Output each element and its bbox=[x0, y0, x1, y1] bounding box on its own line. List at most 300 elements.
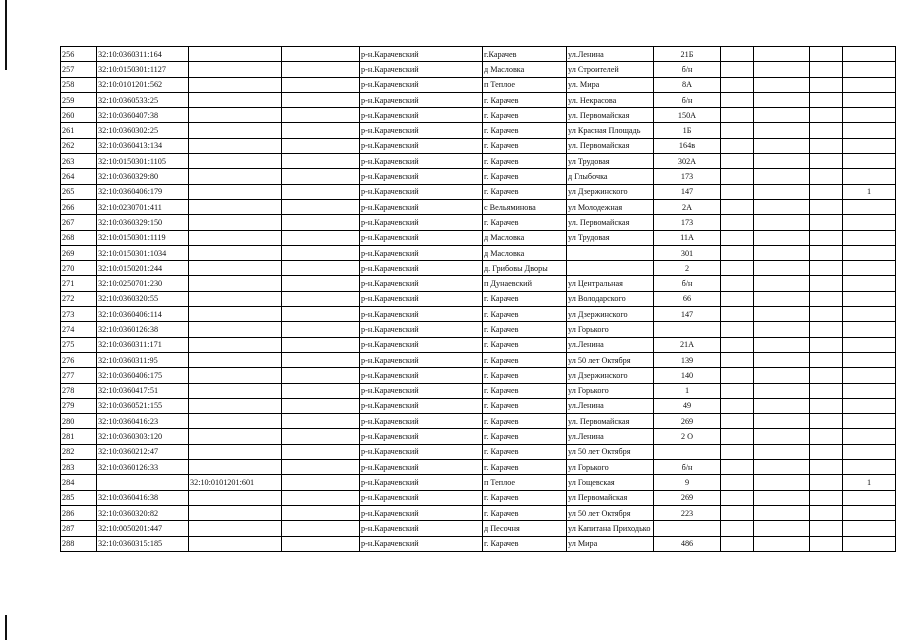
empty-cell bbox=[721, 521, 754, 536]
table-row bbox=[61, 521, 896, 536]
locality: г. Карачев bbox=[483, 307, 567, 322]
empty-cell bbox=[754, 261, 810, 276]
locality: г. Карачев bbox=[483, 414, 567, 429]
cadastral-number: 32:10:0360413:134 bbox=[97, 138, 189, 153]
empty-cell bbox=[282, 505, 360, 520]
cadastral-number-alt bbox=[189, 460, 282, 475]
table-row bbox=[61, 261, 896, 276]
row-number: 287 bbox=[61, 521, 97, 536]
empty-cell bbox=[754, 521, 810, 536]
street: ул Трудовая bbox=[567, 154, 654, 169]
house-number: 1Б bbox=[654, 123, 721, 138]
flag-value bbox=[843, 414, 896, 429]
flag-value bbox=[843, 276, 896, 291]
cadastral-number-alt bbox=[189, 62, 282, 77]
cadastral-number: 32:10:0150301:1034 bbox=[97, 245, 189, 260]
flag-value bbox=[843, 505, 896, 520]
cadastral-number-alt bbox=[189, 291, 282, 306]
flag-value bbox=[843, 368, 896, 383]
empty-cell bbox=[282, 123, 360, 138]
empty-cell bbox=[754, 291, 810, 306]
row-number: 270 bbox=[61, 261, 97, 276]
empty-cell bbox=[754, 184, 810, 199]
property-registry-table bbox=[60, 46, 896, 552]
empty-cell bbox=[282, 138, 360, 153]
row-number: 262 bbox=[61, 138, 97, 153]
row-number: 274 bbox=[61, 322, 97, 337]
empty-cell bbox=[282, 230, 360, 245]
empty-cell bbox=[810, 414, 843, 429]
table-row bbox=[61, 414, 896, 429]
street: ул Трудовая bbox=[567, 230, 654, 245]
district: р-н.Карачевский bbox=[360, 398, 483, 413]
empty-cell bbox=[810, 460, 843, 475]
cadastral-number-alt bbox=[189, 245, 282, 260]
house-number: 66 bbox=[654, 291, 721, 306]
empty-cell bbox=[721, 475, 754, 490]
street: ул.Ленина bbox=[567, 429, 654, 444]
district: р-н.Карачевский bbox=[360, 475, 483, 490]
empty-cell bbox=[754, 47, 810, 62]
house-number: 21Б bbox=[654, 47, 721, 62]
cadastral-number: 32:10:0360320:55 bbox=[97, 291, 189, 306]
empty-cell bbox=[810, 138, 843, 153]
empty-cell bbox=[282, 352, 360, 367]
empty-cell bbox=[721, 383, 754, 398]
cadastral-number-alt bbox=[189, 276, 282, 291]
empty-cell bbox=[282, 398, 360, 413]
house-number: 302А bbox=[654, 154, 721, 169]
row-number: 284 bbox=[61, 475, 97, 490]
district: р-н.Карачевский bbox=[360, 322, 483, 337]
flag-value bbox=[843, 521, 896, 536]
district: р-н.Карачевский bbox=[360, 352, 483, 367]
district: р-н.Карачевский bbox=[360, 230, 483, 245]
empty-cell bbox=[754, 307, 810, 322]
cadastral-number: 32:10:0360406:114 bbox=[97, 307, 189, 322]
empty-cell bbox=[721, 291, 754, 306]
row-number: 269 bbox=[61, 245, 97, 260]
street: ул. Некрасова bbox=[567, 92, 654, 107]
table-row bbox=[61, 398, 896, 413]
locality: п Дунаевский bbox=[483, 276, 567, 291]
empty-cell bbox=[721, 307, 754, 322]
empty-cell bbox=[754, 245, 810, 260]
locality: г. Карачев bbox=[483, 460, 567, 475]
cadastral-number: 32:10:0150301:1105 bbox=[97, 154, 189, 169]
cadastral-number: 32:10:0360416:38 bbox=[97, 490, 189, 505]
table-row bbox=[61, 92, 896, 107]
cadastral-number: 32:10:0360521:155 bbox=[97, 398, 189, 413]
street: ул.Ленина bbox=[567, 398, 654, 413]
cadastral-number-alt bbox=[189, 444, 282, 459]
flag-value bbox=[843, 490, 896, 505]
empty-cell bbox=[721, 536, 754, 551]
locality: д. Грибовы Дворы bbox=[483, 261, 567, 276]
empty-cell bbox=[754, 352, 810, 367]
house-number: 301 bbox=[654, 245, 721, 260]
street: ул.Ленина bbox=[567, 47, 654, 62]
locality: г. Карачев bbox=[483, 322, 567, 337]
empty-cell bbox=[754, 123, 810, 138]
empty-cell bbox=[810, 398, 843, 413]
table-row bbox=[61, 460, 896, 475]
table-row bbox=[61, 47, 896, 62]
table-row bbox=[61, 108, 896, 123]
house-number: 2 О bbox=[654, 429, 721, 444]
empty-cell bbox=[721, 429, 754, 444]
house-number: 147 bbox=[654, 184, 721, 199]
cadastral-number-alt bbox=[189, 368, 282, 383]
table-row bbox=[61, 536, 896, 551]
row-number: 279 bbox=[61, 398, 97, 413]
cadastral-number: 32:10:0150301:1119 bbox=[97, 230, 189, 245]
locality: д Масловка bbox=[483, 230, 567, 245]
empty-cell bbox=[754, 62, 810, 77]
house-number: 223 bbox=[654, 505, 721, 520]
empty-cell bbox=[810, 92, 843, 107]
empty-cell bbox=[282, 169, 360, 184]
cadastral-number-alt bbox=[189, 138, 282, 153]
house-number: 9 bbox=[654, 475, 721, 490]
house-number: 486 bbox=[654, 536, 721, 551]
street: ул. Мира bbox=[567, 77, 654, 92]
row-number: 275 bbox=[61, 337, 97, 352]
row-number: 260 bbox=[61, 108, 97, 123]
cadastral-number-alt bbox=[189, 490, 282, 505]
table-row bbox=[61, 475, 896, 490]
cadastral-number-alt bbox=[189, 398, 282, 413]
table-row bbox=[61, 77, 896, 92]
cadastral-number-alt: 32:10:0101201:601 bbox=[189, 475, 282, 490]
district: р-н.Карачевский bbox=[360, 123, 483, 138]
row-number: 266 bbox=[61, 199, 97, 214]
empty-cell bbox=[282, 460, 360, 475]
empty-cell bbox=[282, 444, 360, 459]
cadastral-number-alt bbox=[189, 108, 282, 123]
cadastral-number: 32:10:0360311:171 bbox=[97, 337, 189, 352]
flag-value bbox=[843, 429, 896, 444]
street: ул Горького bbox=[567, 460, 654, 475]
cadastral-number: 32:10:0360406:175 bbox=[97, 368, 189, 383]
house-number: 147 bbox=[654, 307, 721, 322]
cadastral-number-alt bbox=[189, 184, 282, 199]
empty-cell bbox=[282, 77, 360, 92]
empty-cell bbox=[810, 276, 843, 291]
cadastral-number-alt bbox=[189, 337, 282, 352]
flag-value bbox=[843, 322, 896, 337]
house-number: 139 bbox=[654, 352, 721, 367]
flag-value bbox=[843, 352, 896, 367]
flag-value bbox=[843, 291, 896, 306]
empty-cell bbox=[721, 245, 754, 260]
district: р-н.Карачевский bbox=[360, 77, 483, 92]
empty-cell bbox=[721, 77, 754, 92]
table-row bbox=[61, 138, 896, 153]
locality: г. Карачев bbox=[483, 429, 567, 444]
cadastral-number-alt bbox=[189, 505, 282, 520]
row-number: 281 bbox=[61, 429, 97, 444]
cadastral-number bbox=[97, 475, 189, 490]
empty-cell bbox=[810, 307, 843, 322]
empty-cell bbox=[282, 47, 360, 62]
locality: п Теплое bbox=[483, 77, 567, 92]
empty-cell bbox=[754, 230, 810, 245]
empty-cell bbox=[810, 490, 843, 505]
locality: г.Карачев bbox=[483, 47, 567, 62]
district: р-н.Карачевский bbox=[360, 490, 483, 505]
street: ул. Первомайская bbox=[567, 138, 654, 153]
table-row bbox=[61, 62, 896, 77]
empty-cell bbox=[282, 291, 360, 306]
locality: г. Карачев bbox=[483, 536, 567, 551]
locality: с Вельяминова bbox=[483, 199, 567, 214]
locality: г. Карачев bbox=[483, 398, 567, 413]
empty-cell bbox=[721, 322, 754, 337]
cadastral-number: 32:10:0230701:411 bbox=[97, 199, 189, 214]
empty-cell bbox=[754, 108, 810, 123]
house-number: 8А bbox=[654, 77, 721, 92]
locality: г. Карачев bbox=[483, 291, 567, 306]
flag-value: 1 bbox=[843, 475, 896, 490]
district: р-н.Карачевский bbox=[360, 276, 483, 291]
cadastral-number-alt bbox=[189, 521, 282, 536]
street: ул Гощевская bbox=[567, 475, 654, 490]
table-row bbox=[61, 199, 896, 214]
flag-value bbox=[843, 47, 896, 62]
street: ул.Ленина bbox=[567, 337, 654, 352]
table-row bbox=[61, 245, 896, 260]
cadastral-number: 32:10:0360417:51 bbox=[97, 383, 189, 398]
empty-cell bbox=[754, 536, 810, 551]
scan-edge-mark-top bbox=[5, 0, 7, 70]
registry-table-body bbox=[61, 47, 896, 552]
locality: г. Карачев bbox=[483, 505, 567, 520]
table-row bbox=[61, 276, 896, 291]
cadastral-number-alt bbox=[189, 414, 282, 429]
empty-cell bbox=[282, 245, 360, 260]
empty-cell bbox=[810, 154, 843, 169]
empty-cell bbox=[282, 62, 360, 77]
street: ул 50 лет Октября bbox=[567, 444, 654, 459]
empty-cell bbox=[810, 291, 843, 306]
table-row bbox=[61, 444, 896, 459]
table-row bbox=[61, 230, 896, 245]
house-number: б/н bbox=[654, 62, 721, 77]
empty-cell bbox=[754, 414, 810, 429]
cadastral-number-alt bbox=[189, 92, 282, 107]
locality: г. Карачев bbox=[483, 92, 567, 107]
district: р-н.Карачевский bbox=[360, 215, 483, 230]
cadastral-number: 32:10:0360126:38 bbox=[97, 322, 189, 337]
table-row bbox=[61, 368, 896, 383]
empty-cell bbox=[810, 337, 843, 352]
house-number: 269 bbox=[654, 490, 721, 505]
cadastral-number: 32:10:0250701:230 bbox=[97, 276, 189, 291]
empty-cell bbox=[810, 429, 843, 444]
cadastral-number: 32:10:0050201:447 bbox=[97, 521, 189, 536]
district: р-н.Карачевский bbox=[360, 337, 483, 352]
locality: г. Карачев bbox=[483, 368, 567, 383]
empty-cell bbox=[721, 215, 754, 230]
locality: г. Карачев bbox=[483, 184, 567, 199]
flag-value bbox=[843, 77, 896, 92]
row-number: 273 bbox=[61, 307, 97, 322]
flag-value bbox=[843, 138, 896, 153]
empty-cell bbox=[282, 414, 360, 429]
district: р-н.Карачевский bbox=[360, 169, 483, 184]
district: р-н.Карачевский bbox=[360, 62, 483, 77]
empty-cell bbox=[754, 444, 810, 459]
street: ул Горького bbox=[567, 322, 654, 337]
street: д Глыбочка bbox=[567, 169, 654, 184]
cadastral-number-alt bbox=[189, 154, 282, 169]
street bbox=[567, 245, 654, 260]
flag-value bbox=[843, 230, 896, 245]
empty-cell bbox=[810, 383, 843, 398]
empty-cell bbox=[282, 108, 360, 123]
empty-cell bbox=[282, 322, 360, 337]
locality: г. Карачев bbox=[483, 169, 567, 184]
locality: г. Карачев bbox=[483, 123, 567, 138]
empty-cell bbox=[754, 92, 810, 107]
cadastral-number-alt bbox=[189, 77, 282, 92]
district: р-н.Карачевский bbox=[360, 108, 483, 123]
empty-cell bbox=[721, 337, 754, 352]
district: р-н.Карачевский bbox=[360, 536, 483, 551]
district: р-н.Карачевский bbox=[360, 291, 483, 306]
cadastral-number: 32:10:0360329:150 bbox=[97, 215, 189, 230]
table-row bbox=[61, 352, 896, 367]
cadastral-number-alt bbox=[189, 169, 282, 184]
empty-cell bbox=[754, 383, 810, 398]
table-row bbox=[61, 505, 896, 520]
cadastral-number-alt bbox=[189, 322, 282, 337]
empty-cell bbox=[721, 138, 754, 153]
street: ул 50 лет Октября bbox=[567, 505, 654, 520]
cadastral-number: 32:10:0360126:33 bbox=[97, 460, 189, 475]
house-number: 2А bbox=[654, 199, 721, 214]
district: р-н.Карачевский bbox=[360, 368, 483, 383]
empty-cell bbox=[810, 62, 843, 77]
flag-value bbox=[843, 261, 896, 276]
row-number: 280 bbox=[61, 414, 97, 429]
empty-cell bbox=[721, 169, 754, 184]
cadastral-number: 32:10:0360302:25 bbox=[97, 123, 189, 138]
empty-cell bbox=[721, 444, 754, 459]
empty-cell bbox=[282, 92, 360, 107]
empty-cell bbox=[810, 245, 843, 260]
locality: г. Карачев bbox=[483, 444, 567, 459]
flag-value bbox=[843, 444, 896, 459]
cadastral-number: 32:10:0360311:164 bbox=[97, 47, 189, 62]
flag-value bbox=[843, 398, 896, 413]
street: ул Красная Площадь bbox=[567, 123, 654, 138]
house-number: 1 bbox=[654, 383, 721, 398]
empty-cell bbox=[282, 261, 360, 276]
cadastral-number: 32:10:0150201:244 bbox=[97, 261, 189, 276]
house-number: б/н bbox=[654, 92, 721, 107]
table-row bbox=[61, 184, 896, 199]
empty-cell bbox=[810, 184, 843, 199]
empty-cell bbox=[282, 521, 360, 536]
district: р-н.Карачевский bbox=[360, 429, 483, 444]
empty-cell bbox=[810, 352, 843, 367]
street: ул Центральная bbox=[567, 276, 654, 291]
flag-value bbox=[843, 108, 896, 123]
locality: г. Карачев bbox=[483, 154, 567, 169]
district: р-н.Карачевский bbox=[360, 154, 483, 169]
empty-cell bbox=[282, 429, 360, 444]
cadastral-number-alt bbox=[189, 383, 282, 398]
row-number: 278 bbox=[61, 383, 97, 398]
empty-cell bbox=[721, 154, 754, 169]
empty-cell bbox=[721, 47, 754, 62]
cadastral-number-alt bbox=[189, 352, 282, 367]
flag-value bbox=[843, 215, 896, 230]
house-number: 173 bbox=[654, 215, 721, 230]
empty-cell bbox=[282, 184, 360, 199]
empty-cell bbox=[810, 230, 843, 245]
district: р-н.Карачевский bbox=[360, 245, 483, 260]
cadastral-number: 32:10:0360407:38 bbox=[97, 108, 189, 123]
empty-cell bbox=[282, 276, 360, 291]
empty-cell bbox=[754, 505, 810, 520]
row-number: 256 bbox=[61, 47, 97, 62]
empty-cell bbox=[282, 490, 360, 505]
empty-cell bbox=[754, 169, 810, 184]
empty-cell bbox=[810, 47, 843, 62]
empty-cell bbox=[810, 199, 843, 214]
flag-value bbox=[843, 307, 896, 322]
street: ул Дзержинского bbox=[567, 184, 654, 199]
empty-cell bbox=[721, 352, 754, 367]
empty-cell bbox=[810, 123, 843, 138]
cadastral-number-alt bbox=[189, 199, 282, 214]
cadastral-number: 32:10:0360303:120 bbox=[97, 429, 189, 444]
empty-cell bbox=[754, 429, 810, 444]
flag-value: 1 bbox=[843, 184, 896, 199]
row-number: 261 bbox=[61, 123, 97, 138]
cadastral-number: 32:10:0101201:562 bbox=[97, 77, 189, 92]
empty-cell bbox=[810, 521, 843, 536]
table-row bbox=[61, 429, 896, 444]
district: р-н.Карачевский bbox=[360, 521, 483, 536]
locality: п Теплое bbox=[483, 475, 567, 490]
empty-cell bbox=[282, 475, 360, 490]
locality: д Масловка bbox=[483, 62, 567, 77]
table-row bbox=[61, 215, 896, 230]
house-number: 164в bbox=[654, 138, 721, 153]
cadastral-number-alt bbox=[189, 429, 282, 444]
flag-value bbox=[843, 337, 896, 352]
scan-edge-mark-bottom bbox=[5, 615, 7, 640]
empty-cell bbox=[721, 108, 754, 123]
street: ул Володарского bbox=[567, 291, 654, 306]
table-row bbox=[61, 291, 896, 306]
street: ул 50 лет Октября bbox=[567, 352, 654, 367]
flag-value bbox=[843, 383, 896, 398]
empty-cell bbox=[721, 199, 754, 214]
district: р-н.Карачевский bbox=[360, 184, 483, 199]
row-number: 282 bbox=[61, 444, 97, 459]
district: р-н.Карачевский bbox=[360, 383, 483, 398]
cadastral-number-alt bbox=[189, 261, 282, 276]
empty-cell bbox=[721, 276, 754, 291]
empty-cell bbox=[810, 368, 843, 383]
district: р-н.Карачевский bbox=[360, 414, 483, 429]
empty-cell bbox=[721, 414, 754, 429]
